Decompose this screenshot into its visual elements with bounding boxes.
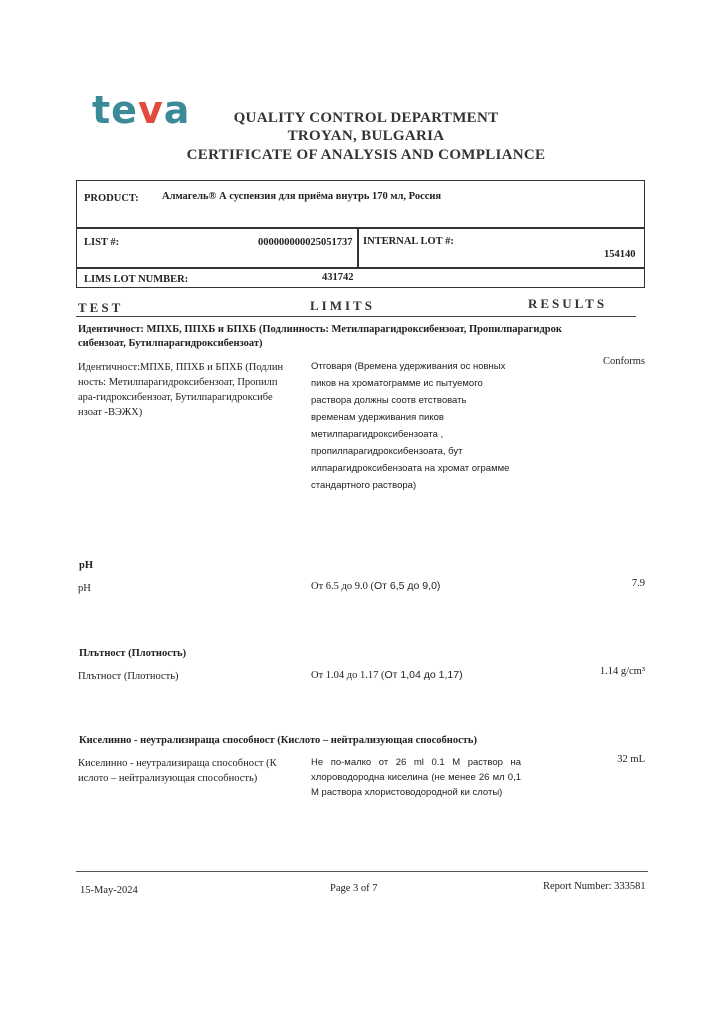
header-divider bbox=[76, 316, 636, 317]
header-department: QUALITY CONTROL DEPARTMENT bbox=[233, 110, 499, 126]
footer-page: Page 3 of 7 bbox=[330, 883, 378, 894]
section-ph-title: pH bbox=[79, 560, 94, 571]
ph-result: 7.9 bbox=[631, 578, 645, 589]
density-limits-alt: От 1,04 до 1,17) bbox=[384, 669, 463, 681]
header-location: TROYAN, BULGARIA bbox=[287, 128, 445, 144]
header-certificate-title: CERTIFICATE OF ANALYSIS AND COMPLIANCE bbox=[186, 147, 546, 163]
logo-text-b: a bbox=[163, 88, 191, 132]
acid-limits: Не по-малко от 26 ml 0.1 M раствор на хлороводородна киселина (не менее 26 мл 0,1 М раствора хлористоводородной ки слоты) bbox=[311, 757, 521, 798]
acid-test: Киселинно - неутрализираща способност (К ислото – нейтрализующая способность) bbox=[78, 758, 277, 784]
product-value: Алмагель® А суспензия для приёма внутрь 170 мл, Россия bbox=[162, 191, 442, 202]
footer-report-number: Report Number: 333581 bbox=[543, 881, 646, 892]
lims-lot-label: LIMS LOT NUMBER: bbox=[84, 274, 189, 285]
density-test: Плътност (Плотность) bbox=[78, 671, 179, 682]
list-value: 000000000025051737 bbox=[258, 237, 353, 248]
column-test: TEST bbox=[78, 300, 124, 315]
ph-limits-main: От 6.5 до 9.0 ( bbox=[311, 581, 375, 592]
footer-divider bbox=[76, 871, 648, 872]
logo-text-v: v bbox=[137, 88, 164, 132]
density-result: 1.14 g/cm³ bbox=[599, 666, 645, 677]
footer-date: 15-May-2024 bbox=[80, 885, 138, 896]
list-label: LIST #: bbox=[84, 237, 120, 248]
column-limits: LIMITS bbox=[310, 298, 375, 313]
internal-lot-box bbox=[358, 228, 645, 268]
density-limits-main: От 1.04 до 1.17 ( bbox=[311, 670, 385, 681]
ph-limits bbox=[311, 579, 440, 594]
identity-result: Conforms bbox=[603, 356, 645, 367]
internal-lot-value: 154140 bbox=[604, 249, 636, 260]
density-limits bbox=[311, 668, 463, 683]
logo-text-a: te bbox=[92, 88, 138, 132]
lims-lot-value: 431742 bbox=[322, 272, 354, 283]
identity-test: Идентичност:МПХБ, ППХБ и БПХБ (Подлин ность: Метилпарагидроксибензоат, Пропилп ара-гидроксибензоат, Бутилпарагидроксибе нзоат -ВЭЖХ) bbox=[78, 362, 284, 418]
identity-limits: Отговаря (Времена удерживания ос новных пиков на хроматограмме ис пытуемого раствора должны соотв етствовать временам удерживания пиков метилпарагидроксибензоата , пропилпарагидроксибензоата, бут илпарагидроксибензоата на хромат ограмме стандартного раствора) bbox=[311, 361, 510, 491]
column-results: RESULTS bbox=[528, 296, 608, 311]
internal-lot-label: INTERNAL LOT #: bbox=[363, 236, 454, 247]
section-acid-title: Киселинно - неутрализираща способност (Кислото – нейтрализующая способность) bbox=[79, 735, 477, 746]
section-identity-title: Идентичност: МПХБ, ППХБ и БПХБ (Подлинность: Метилпарагидроксибензоат, Пропилпарагидрок сибензоат, Бутилпарагидроксибензоат) bbox=[78, 324, 562, 349]
ph-test: pH bbox=[78, 583, 91, 594]
product-box bbox=[76, 180, 645, 228]
section-density-title: Плътност (Плотность) bbox=[79, 648, 187, 659]
list-box bbox=[76, 228, 358, 268]
product-label: PRODUCT: bbox=[84, 193, 139, 204]
ph-limits-alt: От 6,5 до 9,0) bbox=[374, 580, 441, 592]
acid-result: 32 mL bbox=[617, 754, 645, 765]
